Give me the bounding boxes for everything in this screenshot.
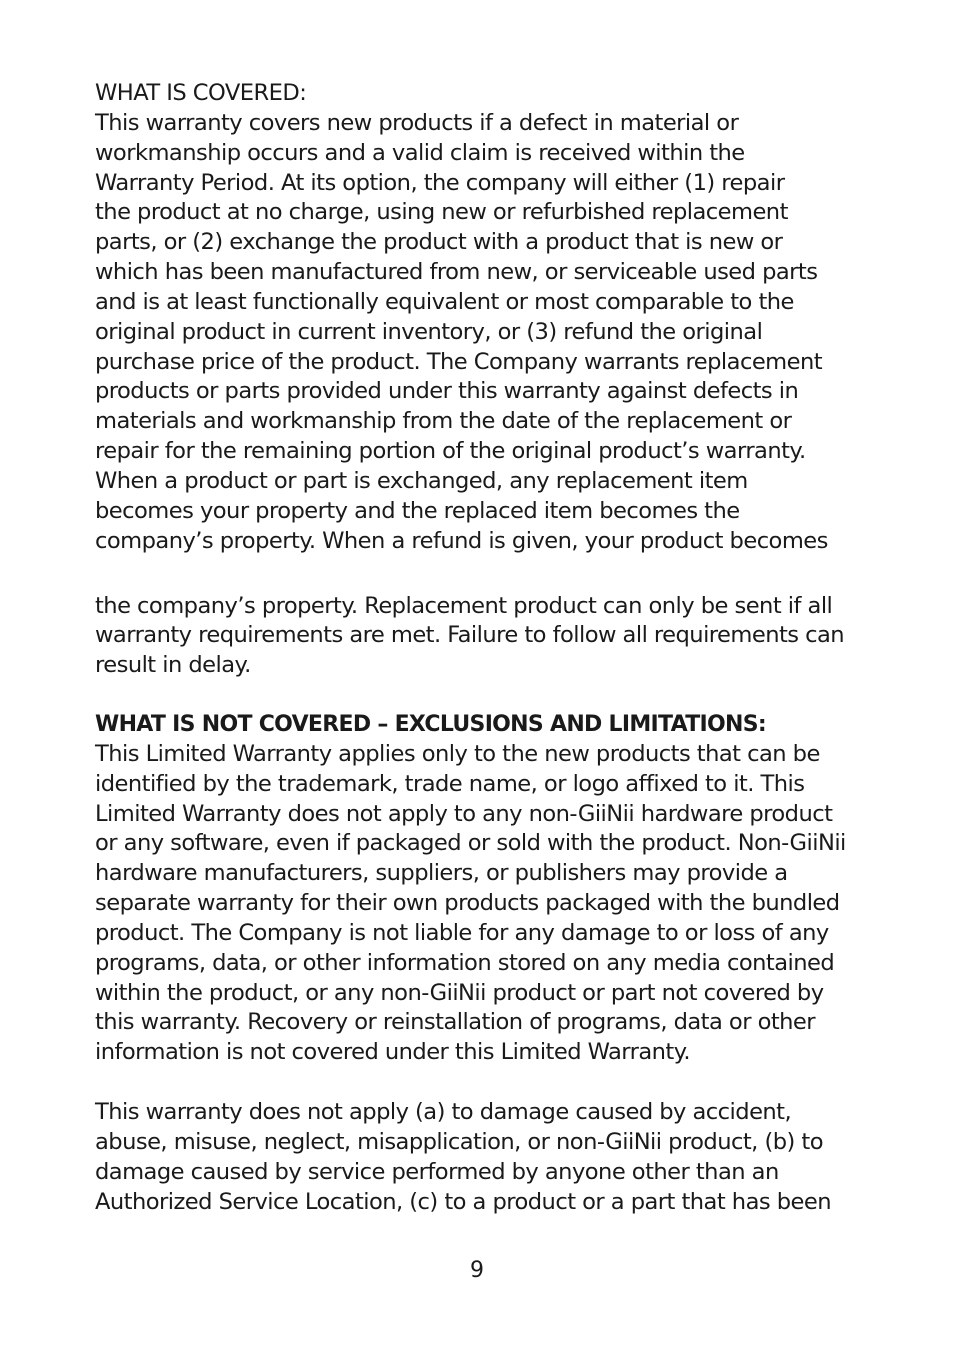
text-line: Authorized Service Location, (c) to a product or a part that has been [95,1188,831,1215]
section-heading-covered: WHAT IS COVERED: [95,80,307,106]
text-line: result in delay. [95,652,251,679]
text-line: damage caused by service performed by anyone other than an [95,1158,779,1185]
text-line: repair for the remaining portion of the original product’s warranty. [95,438,806,465]
text-line: This warranty covers new products if a defect in material or [95,109,739,136]
text-line: abuse, misuse, neglect, misapplication, or non-GiiNii product, (b) to [95,1129,823,1155]
paragraph-gap [95,1068,885,1098]
text-line: and is at least functionally equivalent or most comparable to the [95,288,794,315]
text-line: this warranty. Recovery or reinstallation of programs, data or other [95,1009,816,1036]
text-line: identified by the trademark, trade name, or logo affixed to it. This [95,770,805,797]
text-line: purchase price of the product. The Company warrants replacement [95,348,823,375]
section-what-is-covered [95,79,885,681]
text-line: materials and workmanship from the date of the replacement or [95,408,792,435]
text-line: Warranty Period. At its option, the company will either (1) repair [95,169,785,196]
paragraph-gap [95,557,885,592]
text-line: programs, data, or other information stored on any media contained [95,949,835,976]
text-line: information is not covered under this Limited Warranty. [95,1039,690,1066]
text-line: This warranty does not apply (a) to damage caused by accident, [95,1099,792,1126]
text-line: within the product, or any non-GiiNii product or part not covered by [95,979,824,1006]
text-line: product. The Company is not liable for any damage to or loss of any [95,919,829,946]
text-line: workmanship occurs and a valid claim is received within the [95,139,745,166]
text-line: becomes your property and the replaced item becomes the [95,497,740,524]
text-line: This Limited Warranty applies only to the new products that can be [95,740,820,767]
text-line: or any software, even if packaged or sold with the product. Non-GiiNii [95,830,846,857]
text-line: the product at no charge, using new or refurbished replacement [95,199,788,226]
text-line: parts, or (2) exchange the product with a product that is new or [95,229,783,256]
section-not-covered [95,710,885,1218]
page-number: 9 [470,1258,484,1283]
section-heading-not-covered: WHAT IS NOT COVERED – EXCLUSIONS AND LIMITATIONS: [95,712,766,738]
document-page [95,79,885,1218]
section-gap [95,681,885,710]
text-line: products or parts provided under this warranty against defects in [95,378,799,405]
text-line: When a product or part is exchanged, any replacement item [95,467,748,494]
text-line: the company’s property. Replacement product can only be sent if all [95,592,833,619]
text-line: Limited Warranty does not apply to any non-GiiNii hardware product [95,800,833,827]
text-line: hardware manufacturers, suppliers, or publishers may provide a [95,860,788,887]
text-line: warranty requirements are met. Failure to follow all requirements can [95,622,845,649]
text-line: company’s property. When a refund is given, your product becomes [95,527,828,554]
text-line: separate warranty for their own products packaged with the bundled [95,890,840,917]
text-line: original product in current inventory, or (3) refund the original [95,318,763,345]
text-line: which has been manufactured from new, or serviceable used parts [95,259,818,286]
